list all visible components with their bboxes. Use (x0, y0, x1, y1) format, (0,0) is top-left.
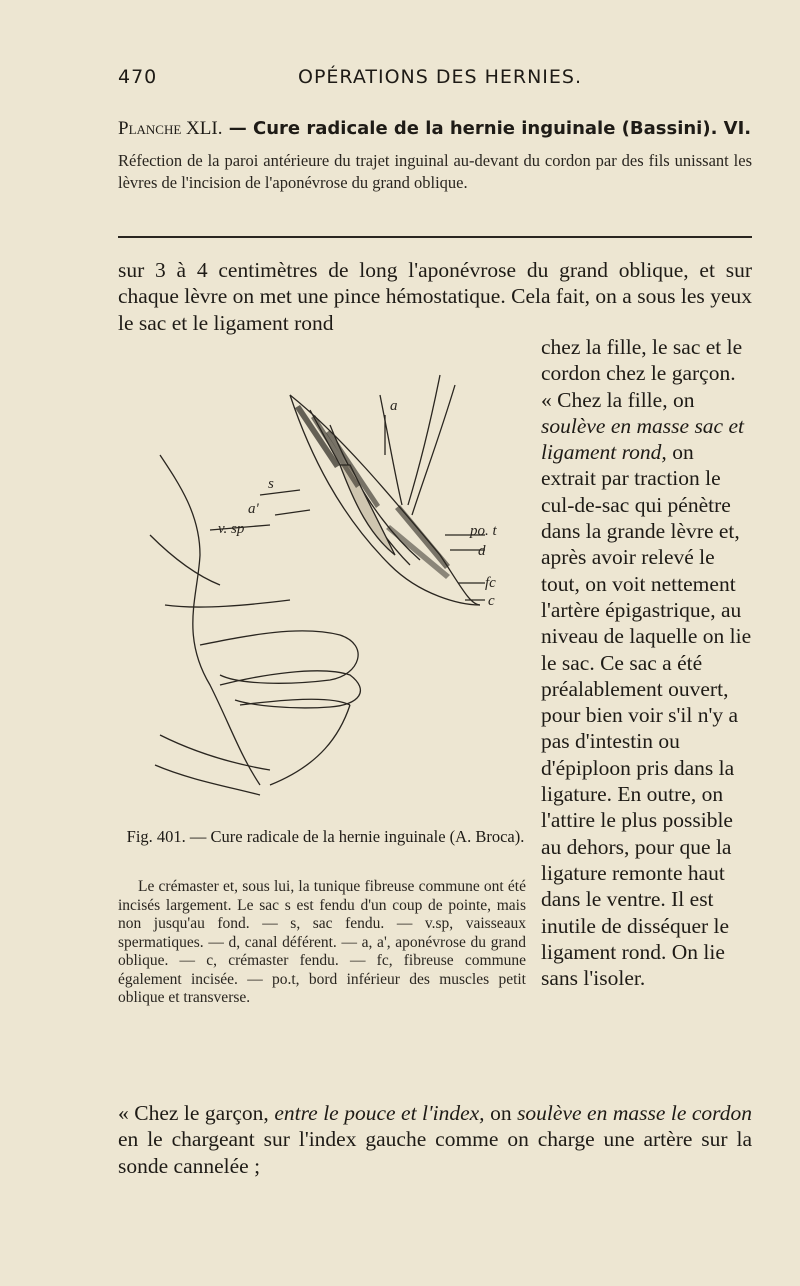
label-d: d (478, 543, 486, 559)
column-text-italic: soulève en masse sac et ligament rond, (541, 413, 744, 465)
column-text-rest: on extrait par traction le cul-de-sac qui pénètre dans la grande lèvre et, après avoir relevé le tout, on voit nettement l'artère épigastrique, au niveau de laquelle on lie le sac. Ce sac a été préalablement ouvert, pour bien voir s'il n'y a pas d'intestin ou d'épiploon pris dans la ligature. En outre, on l'attire le plus possible au dehors, pour que la ligature remonte haut dans le ventre. Il est inutile de disséquer le ligament rond. On lie sans l'isoler. (541, 440, 752, 991)
plate-heading (118, 118, 752, 140)
figure-legend: Le crémaster et, sous lui, la tunique fibreuse commune ont été incisés largement. Le sac s est fendu d'un coup de pointe, mais non jusqu'au fond. — s, sac fendu. — v.sp, vaisseaux spermatiques. — d, canal déférent. — a, a', aponévrose du grand oblique. — c, crémaster fendu. — fc, fibreuse commune également incisée. — po.t, bord inférieur des muscles petit oblique et transverse. (118, 878, 526, 1006)
page-number: 470 (118, 66, 158, 88)
closing-text-b: entre le pouce et l'index, (274, 1101, 485, 1125)
label-s: s (268, 476, 274, 492)
running-header (118, 66, 752, 96)
column-paragraph-1: chez la fille, le sac et le cordon chez le garçon. (541, 335, 743, 386)
label-a: a (390, 398, 398, 414)
closing-text-e: en le chargeant sur l'index gauche comme on charge une artère sur la sonde cannelée ; (118, 1127, 752, 1178)
label-fc: fc (485, 575, 496, 591)
closing-paragraph (118, 1100, 752, 1179)
figure-caption: Fig. 401. — Cure radicale de la hernie inguinale (A. Broca). (126, 827, 525, 846)
column-paragraph-2 (541, 387, 752, 992)
plate-label: Planche XLI. (118, 118, 223, 139)
closing-text-a: « Chez le garçon, (118, 1101, 269, 1125)
label-a-prime: a' (248, 501, 259, 517)
opening-paragraph: sur 3 à 4 centimètres de long l'aponévrose du grand oblique, et sur chaque lèvre on met une pince hémostatique. Cela fait, on a sous les yeux le sac et le ligament rond (118, 258, 752, 335)
plate-description: Réfection de la paroi antérieure du trajet inguinal au-devant du cordon par des fils unissant les lèvres de l'incision de l'aponévrose du grand oblique. (118, 151, 752, 192)
label-vsp: v. sp (218, 521, 245, 537)
label-pot: po. t (470, 523, 497, 539)
closing-text-c: on (490, 1101, 512, 1125)
plate-title: — Cure radicale de la hernie inguinale (Bassini). VI. (228, 118, 752, 139)
closing-text-d: soulève en masse le cordon (517, 1101, 752, 1125)
column-text-start: « Chez la fille, on (541, 387, 695, 412)
label-c: c (488, 593, 495, 609)
running-title: OPÉRATIONS DES HERNIES. (298, 66, 582, 88)
anatomical-figure (140, 355, 530, 815)
right-column-text (541, 334, 752, 991)
hernia-illustration (140, 355, 530, 815)
section-divider (118, 236, 752, 238)
